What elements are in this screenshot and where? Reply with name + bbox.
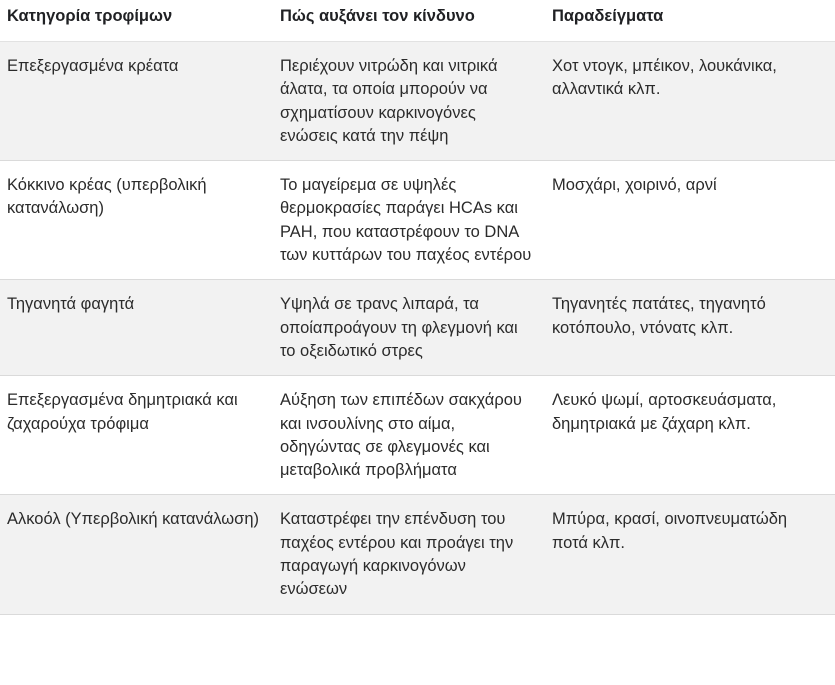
cell-category: Κόκκινο κρέας (υπερβολική κατανάλωση) bbox=[0, 161, 272, 280]
table-row bbox=[0, 161, 835, 280]
table-row bbox=[0, 42, 835, 161]
cell-risk: Υψηλά σε τρανς λιπαρά, τα οποίαπροάγουν τη φλεγμονή και το οξειδωτικό στρες bbox=[272, 280, 544, 376]
cell-risk: Περιέχουν νιτρώδη και νιτρικά άλατα, τα οποία μπορούν να σχηματίσουν καρκινογόνες ενώσεις κατά την πέψη bbox=[272, 42, 544, 161]
header-examples: Παραδείγματα bbox=[544, 0, 835, 42]
table-row bbox=[0, 280, 835, 376]
cell-category: Τηγανητά φαγητά bbox=[0, 280, 272, 376]
cell-examples: Τηγανητές πατάτες, τηγανητό κοτόπουλο, ντόνατς κλπ. bbox=[544, 280, 835, 376]
table-row bbox=[0, 495, 835, 614]
header-risk-mechanism: Πώς αυξάνει τον κίνδυνο bbox=[272, 0, 544, 42]
header-food-category: Κατηγορία τροφίμων bbox=[0, 0, 272, 42]
table-header-row bbox=[0, 0, 835, 42]
table-row bbox=[0, 376, 835, 495]
cell-examples: Λευκό ψωμί, αρτοσκευάσματα, δημητριακά με ζάχαρη κλπ. bbox=[544, 376, 835, 495]
cell-risk: Αύξηση των επιπέδων σακχάρου και ινσουλίνης στο αίμα, οδηγώντας σε φλεγμονές και μεταβολικά προβλήματα bbox=[272, 376, 544, 495]
cell-examples: Μπύρα, κρασί, οινοπνευματώδη ποτά κλπ. bbox=[544, 495, 835, 614]
cell-examples: Μοσχάρι, χοιρινό, αρνί bbox=[544, 161, 835, 280]
cell-category: Επεξεργασμένα κρέατα bbox=[0, 42, 272, 161]
cell-risk: Καταστρέφει την επένδυση του παχέος εντέρου και προάγει την παραγωγή καρκινογόνων ενώσεων bbox=[272, 495, 544, 614]
cell-examples: Χοτ ντογκ, μπέικον, λουκάνικα, αλλαντικά κλπ. bbox=[544, 42, 835, 161]
cell-risk: Το μαγείρεμα σε υψηλές θερμοκρασίες παράγει HCAs και PAH, που καταστρέφουν το DNA των κυττάρων του παχέος εντέρου bbox=[272, 161, 544, 280]
cell-category: Επεξεργασμένα δημητριακά και ζαχαρούχα τρόφιμα bbox=[0, 376, 272, 495]
cell-category: Αλκοόλ (Υπερβολική κατανάλωση) bbox=[0, 495, 272, 614]
